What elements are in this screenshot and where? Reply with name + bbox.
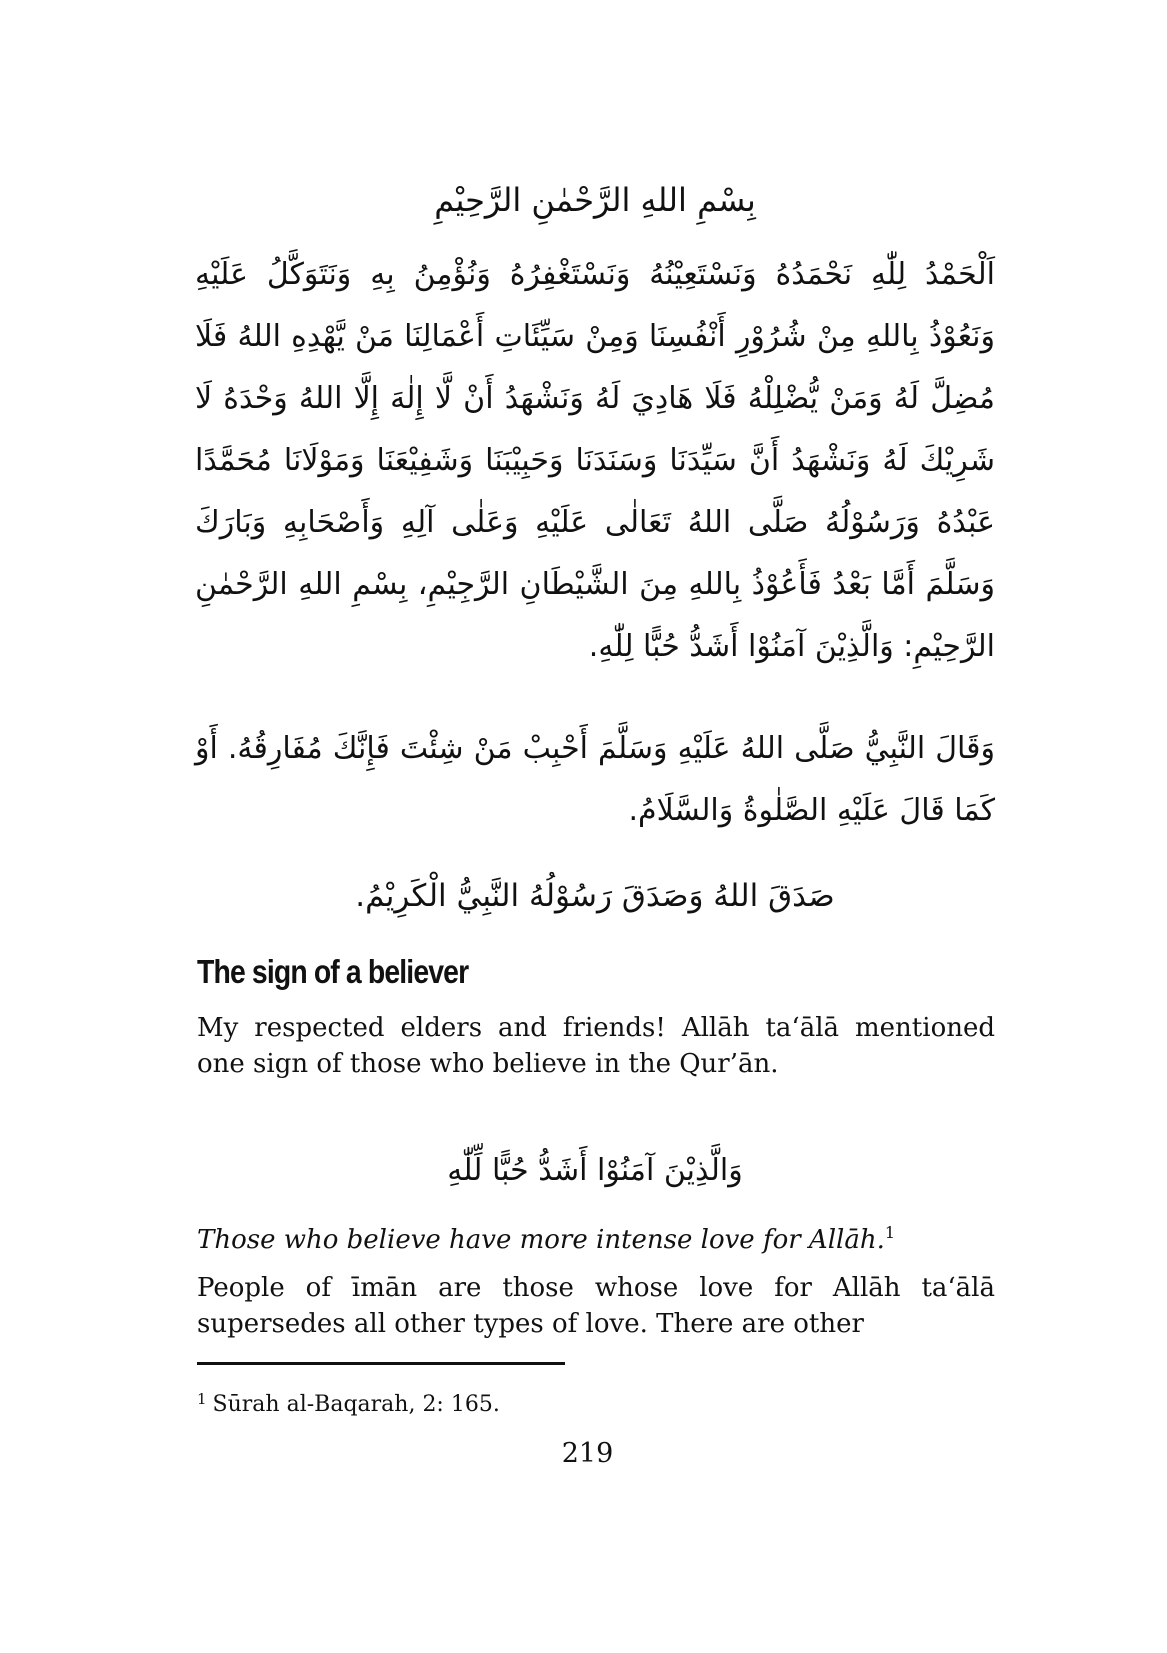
hadith-quote: وَقَالَ النَّبِيُّ صَلَّى اللهُ عَلَيْهِ وَسَلَّمَ أَحْبِبْ مَنْ شِئْتَ فَإِنَّكَ مُفَارِقُهُ. أَوْ كَمَا قَالَ عَلَيْهِ الصَّلٰوةُ وَالسَّلَامُ. xyxy=(195,731,995,828)
footnote-reference[interactable]: 1 xyxy=(884,1223,896,1242)
translation-text: Those who believe have more intense love for Allāh. xyxy=(197,1225,885,1255)
footnote-divider xyxy=(197,1362,565,1365)
verse-translation xyxy=(197,1215,995,1258)
footnote-text: Sūrah al-Baqarah, 2: 165. xyxy=(212,1392,500,1417)
basmala: بِسْمِ اللهِ الرَّحْمٰنِ الرَّحِيْمِ xyxy=(434,181,756,219)
closing-formula: صَدَقَ اللهُ وَصَدَقَ رَسُوْلُهُ النَّبِيُّ الْكَرِيْمُ. xyxy=(355,878,835,914)
page-number: 219 xyxy=(561,1438,614,1469)
quran-verse: وَالَّذِيْنَ آمَنُوْا أَشَدُّ حُبًّا لِّلّٰهِ xyxy=(447,1153,743,1188)
body-paragraph-2: People of īmān are those whose love for Allāh ta‘ālā supersedes all other types of love. There are other xyxy=(197,1273,995,1339)
section-heading: The sign of a believer xyxy=(197,953,469,990)
footnote xyxy=(197,1384,995,1420)
footnote-number: 1 xyxy=(197,1390,207,1408)
khutbah-opening: اَلْحَمْدُ لِلّٰهِ نَحْمَدُهُ وَنَسْتَعِيْنُهُ وَنَسْتَغْفِرُهُ وَنُؤْمِنُ بِهِ وَنَتَوَكَّلُ عَلَيْهِ وَنَعُوْذُ بِاللهِ مِنْ شُرُوْرِ أَنْفُسِنَا وَمِنْ سَيِّئَاتِ أَعْمَالِنَا مَنْ يَّهْدِهِ اللهُ فَلَا مُضِلَّ لَهُ وَمَنْ يُّضْلِلْهُ فَلَا هَادِيَ لَهُ وَنَشْهَدُ أَنْ لَّا إِلٰهَ إِلَّا اللهُ وَحْدَهُ لَا شَرِيْكَ لَهُ وَنَشْهَدُ أَنَّ سَيِّدَنَا وَسَنَدَنَا وَحَبِيْبَنَا وَشَفِيْعَنَا وَمَوْلَانَا مُحَمَّدًا عَبْدُهُ وَرَسُوْلُهُ صَلَّى اللهُ تَعَالٰى عَلَيْهِ وَعَلٰى آلِهِ وَأَصْحَابِهِ وَبَارَكَ وَسَلَّمَ أَمَّا بَعْدُ فَأَعُوْذُ بِاللهِ مِنَ الشَّيْطَانِ الرَّجِيْمِ، بِسْمِ اللهِ الرَّحْمٰنِ الرَّحِيْمِ: وَالَّذِيْنَ آمَنُوْا أَشَدُّ حُبًّا لِلّٰهِ. xyxy=(195,257,995,664)
body-paragraph-1: My respected elders and friends! Allāh ta‘ālā mentioned one sign of those who believe in the Qur’ān. xyxy=(197,1013,995,1079)
